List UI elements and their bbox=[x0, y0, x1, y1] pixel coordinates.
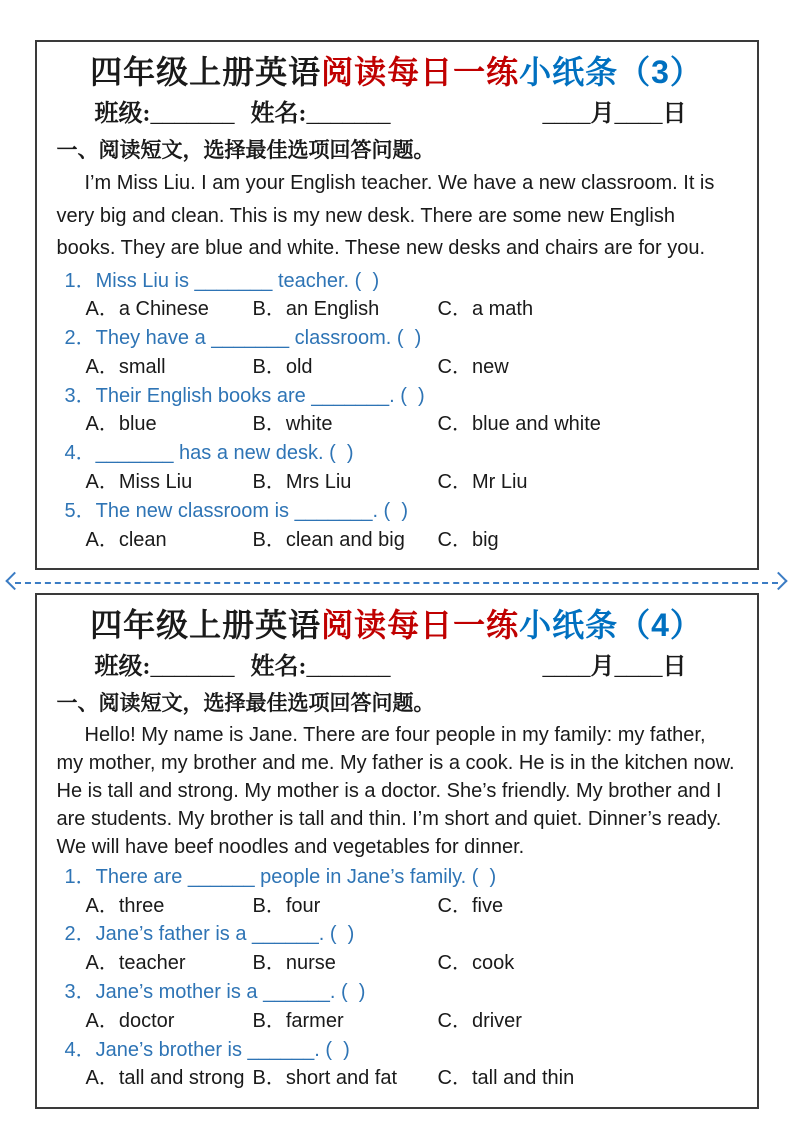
worksheet-4-title bbox=[57, 605, 737, 647]
right-arrow-icon bbox=[769, 572, 787, 590]
title-number-text: 小纸条（3） bbox=[519, 54, 703, 90]
student-info-row bbox=[57, 98, 737, 130]
title-grade-text: 四年级上册英语 bbox=[90, 607, 322, 644]
question-3 bbox=[57, 978, 737, 1036]
title-practice-text: 阅读每日一练 bbox=[321, 607, 520, 644]
option-b: B．farmer bbox=[252, 1009, 344, 1032]
cut-line-divider bbox=[7, 573, 786, 591]
options-row bbox=[57, 1007, 737, 1036]
options-row bbox=[57, 295, 737, 324]
question-text: 1．There are ______ people in Jane’s family. ( ) bbox=[64, 865, 497, 888]
options-row bbox=[57, 949, 737, 978]
option-b: B．short and fat bbox=[252, 1067, 398, 1090]
section-heading: 一、阅读短文，选择最佳选项回答问题。 bbox=[56, 691, 435, 716]
month-label: 月 bbox=[590, 100, 615, 127]
question-text: 3．Jane’s mother is a ______. ( ) bbox=[64, 980, 366, 1003]
option-b: B．nurse bbox=[252, 952, 336, 975]
options-row bbox=[57, 892, 737, 921]
option-a: A．teacher bbox=[85, 952, 186, 975]
class-label: 班级: bbox=[94, 654, 151, 681]
question-text: 1．Miss Liu is _______ teacher. ( ) bbox=[64, 269, 380, 292]
class-blank: _______ bbox=[150, 654, 235, 681]
option-c: C．driver bbox=[437, 1009, 522, 1032]
option-c: C．Mr Liu bbox=[437, 471, 528, 494]
worksheet-4 bbox=[35, 593, 759, 1109]
date-group bbox=[543, 651, 687, 683]
month-label: 月 bbox=[590, 654, 615, 681]
option-c: C．a math bbox=[437, 298, 534, 321]
left-arrow-icon bbox=[5, 572, 23, 590]
option-a: A．clean bbox=[85, 528, 167, 551]
question-5 bbox=[57, 497, 737, 555]
month-blank: ____ bbox=[542, 654, 591, 681]
date-group bbox=[543, 98, 687, 130]
dashed-cut-line bbox=[15, 582, 778, 584]
student-info-row bbox=[57, 651, 737, 683]
option-a: A．doctor bbox=[85, 1009, 175, 1032]
title-number-text: 小纸条（4） bbox=[519, 607, 703, 644]
question-text: 2．Jane’s father is a ______. ( ) bbox=[64, 923, 355, 946]
question-1 bbox=[57, 863, 737, 921]
question-3 bbox=[57, 382, 737, 440]
question-text: 4．_______ has a new desk. ( ) bbox=[64, 442, 354, 465]
option-a: A．Miss Liu bbox=[85, 471, 193, 494]
name-label: 姓名: bbox=[250, 654, 307, 681]
option-c: C．big bbox=[437, 528, 499, 551]
title-grade-text: 四年级上册英语 bbox=[90, 54, 322, 90]
class-label: 班级: bbox=[94, 100, 151, 127]
option-a: A．small bbox=[85, 355, 166, 378]
question-text: 5．The new classroom is _______. ( ) bbox=[64, 499, 408, 522]
options-row bbox=[57, 526, 737, 555]
option-c: C．tall and thin bbox=[437, 1067, 575, 1090]
worksheet-3 bbox=[35, 40, 759, 570]
options-row bbox=[57, 410, 737, 439]
name-label: 姓名: bbox=[250, 100, 307, 127]
options-row bbox=[57, 468, 737, 497]
option-b: B．white bbox=[252, 413, 333, 436]
question-4 bbox=[57, 439, 737, 497]
option-a: A．tall and strong bbox=[85, 1067, 245, 1090]
option-a: A．a Chinese bbox=[85, 298, 209, 321]
option-b: B．old bbox=[252, 355, 313, 378]
reading-passage: I’m Miss Liu. I am your English teacher. We have a new classroom. It is very big and clean. This is my new desk. There are some new English books. They are blue and white. These new desks and chairs are for you. bbox=[56, 172, 715, 260]
name-blank: _______ bbox=[306, 654, 391, 681]
question-2 bbox=[57, 920, 737, 978]
class-name-group bbox=[95, 98, 391, 130]
section-heading: 一、阅读短文，选择最佳选项回答问题。 bbox=[56, 137, 435, 162]
title-practice-text: 阅读每日一练 bbox=[321, 54, 520, 90]
option-a: A．blue bbox=[85, 413, 157, 436]
question-4 bbox=[57, 1036, 737, 1094]
day-blank: ____ bbox=[614, 654, 663, 681]
question-text: 3．Their English books are _______. ( ) bbox=[64, 384, 425, 407]
options-row bbox=[57, 1064, 737, 1093]
day-label: 日 bbox=[662, 654, 687, 681]
reading-passage: Hello! My name is Jane. There are four people in my family: my father, my mother, my brother and me. My father is a cook. He is in the kitchen now. He is tall and strong. My mother is a doctor. She’s friendly. My brother and I are students. My brother is tall and thin. I’m short and quiet. Dinner’s ready. We will have beef noodles and vegetables for dinner. bbox=[56, 723, 735, 858]
option-c: C．new bbox=[437, 355, 509, 378]
option-b: B．an English bbox=[252, 298, 380, 321]
option-b: B．clean and big bbox=[252, 528, 405, 551]
class-name-group bbox=[95, 651, 391, 683]
question-2 bbox=[57, 324, 737, 382]
name-blank: _______ bbox=[306, 100, 391, 127]
worksheet-3-title bbox=[57, 52, 737, 94]
option-a: A．three bbox=[85, 894, 165, 917]
option-c: C．blue and white bbox=[437, 413, 601, 436]
question-text: 4．Jane’s brother is ______. ( ) bbox=[64, 1038, 350, 1061]
day-label: 日 bbox=[662, 100, 687, 127]
day-blank: ____ bbox=[614, 100, 663, 127]
option-b: B．Mrs Liu bbox=[252, 471, 352, 494]
month-blank: ____ bbox=[542, 100, 591, 127]
option-c: C．five bbox=[437, 894, 504, 917]
class-blank: _______ bbox=[150, 100, 235, 127]
question-text: 2．They have a _______ classroom. ( ) bbox=[64, 327, 422, 350]
option-c: C．cook bbox=[437, 952, 515, 975]
option-b: B．four bbox=[252, 894, 321, 917]
question-1 bbox=[57, 267, 737, 325]
options-row bbox=[57, 353, 737, 382]
